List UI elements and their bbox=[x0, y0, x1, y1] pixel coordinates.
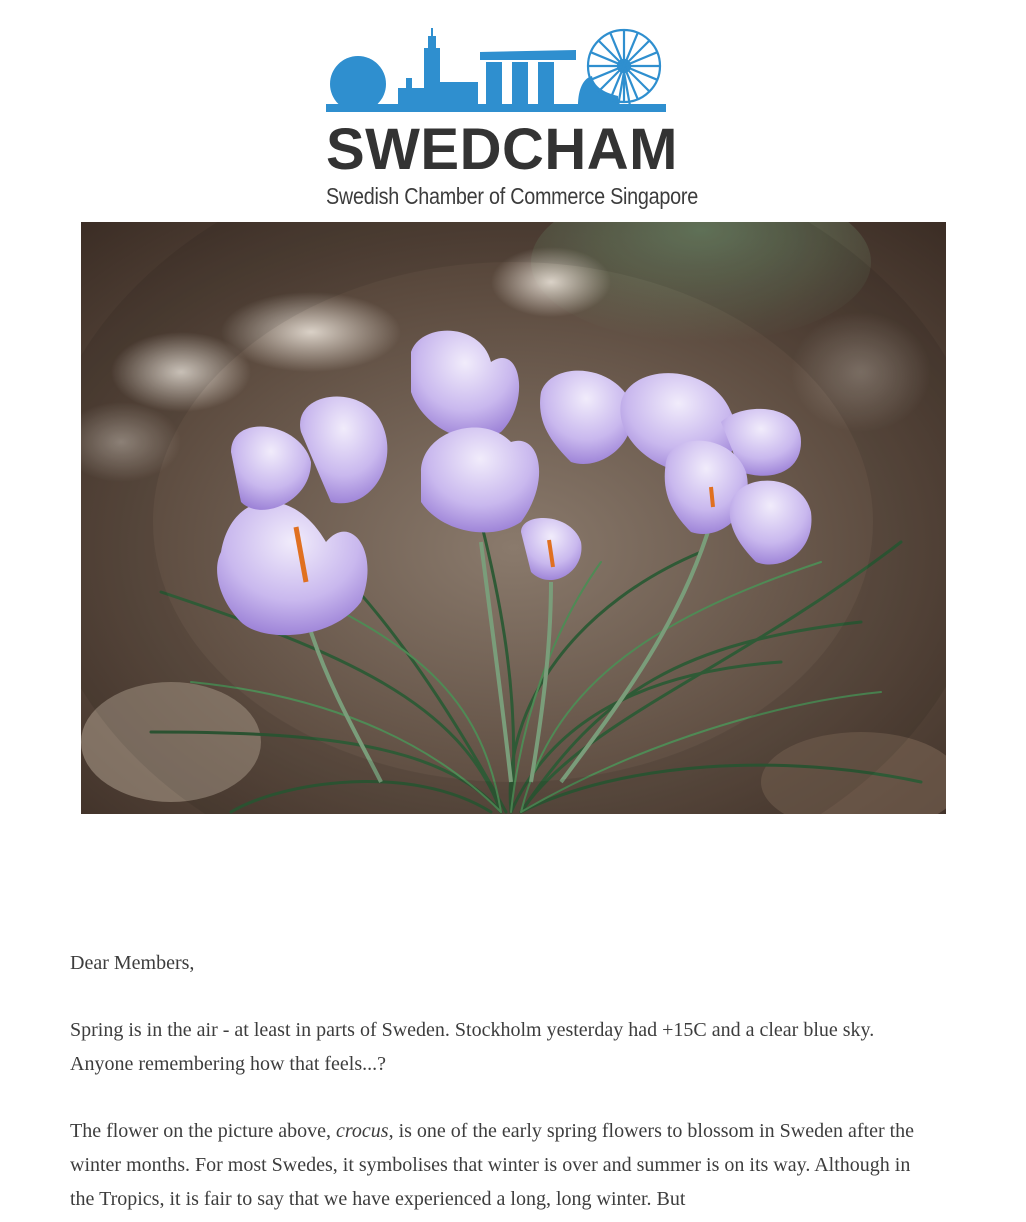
crocus-italic: crocus bbox=[336, 1120, 389, 1142]
paragraph-2-start: The flower on the picture above, bbox=[70, 1120, 337, 1142]
crocus-flowers-photo-icon bbox=[81, 222, 946, 814]
logo-wordmark: SWEDCHAM bbox=[326, 117, 678, 182]
swedcham-logo bbox=[326, 26, 698, 216]
paragraph-2-rest: , is one of the early spring flowers to blossom in Sweden after the winter months. For most Swedes, it symbolises that winter is over and summer is on its way. Although in the Tropics, it is fair to say that we have experienced a long, long winter. But bbox=[70, 1120, 915, 1210]
letter-paragraph-2 bbox=[70, 1114, 930, 1216]
hero-image bbox=[81, 222, 946, 814]
letter-paragraph-1: Spring is in the air - at least in parts of Sweden. Stockholm yesterday had +15C and a clear blue sky. Anyone remembering how that feels...? bbox=[70, 1019, 875, 1075]
letter-greeting: Dear Members, bbox=[70, 952, 195, 974]
logo-tagline: Swedish Chamber of Commerce Singapore bbox=[326, 183, 698, 209]
skyline-logo-icon bbox=[326, 26, 666, 114]
